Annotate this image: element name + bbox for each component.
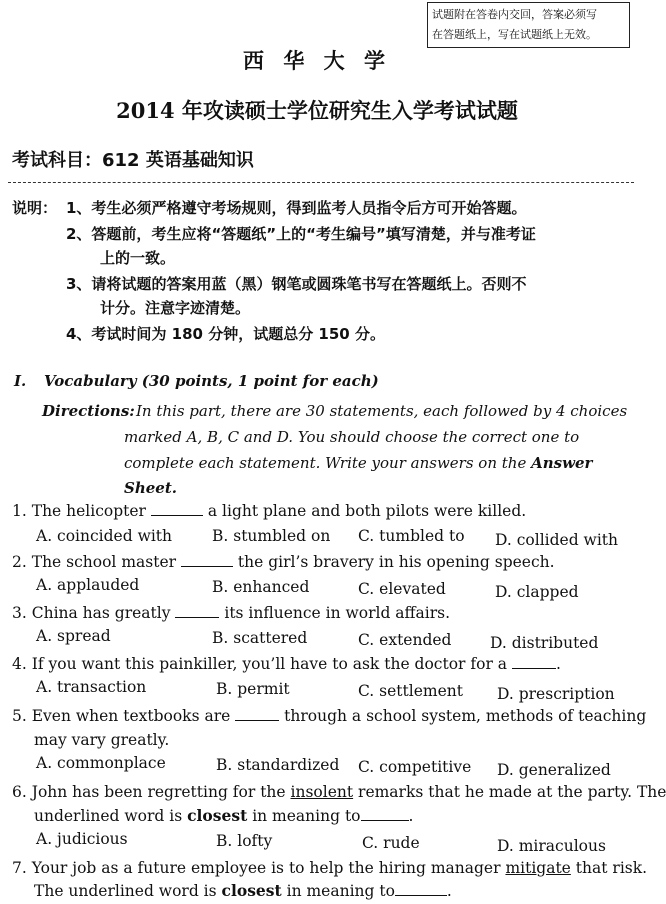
option-a: A. spread <box>36 627 111 645</box>
question-text: . <box>555 655 561 673</box>
option-c: C. settlement <box>358 682 463 700</box>
question-6 <box>12 781 666 803</box>
question-text: China has greatly <box>31 604 171 622</box>
directions-line-1: In this part, there are 30 statements, each followed by 4 choices <box>136 402 628 420</box>
section-heading <box>14 372 379 390</box>
instruction-item-4: 4、考试时间为 180 分钟，试题总分 150 分。 <box>66 325 385 343</box>
notice-line-1: 试题附在答卷内交回，答案必须写 <box>432 8 597 21</box>
instruction-item-3: 3、请将试题的答案用蓝（黑）钢笔或圆珠笔书写在答题纸上。否则不 <box>66 275 527 293</box>
question-text: in meaning to <box>286 882 395 900</box>
exam-title: 2014 年攻读硕士学位研究生入学考试试题 <box>116 98 518 123</box>
instruction-item-1: 1、考生必须严格遵守考场规则，得到监考人员指令后方可开始答题。 <box>66 199 527 217</box>
exam-subject: 考试科目：612 英语基础知识 <box>12 150 254 171</box>
option-c: C. tumbled to <box>358 527 465 545</box>
directions-line-3-text: complete each statement. Write your answers on the <box>124 454 527 472</box>
question-5 <box>12 705 646 727</box>
directions-line-2: marked A, B, C and D. You should choose the correct one to <box>124 428 580 446</box>
option-b: B. enhanced <box>212 578 310 596</box>
question-text: in meaning to <box>252 807 361 825</box>
question-number: 4. <box>12 655 27 673</box>
underlined-word: mitigate <box>505 859 571 877</box>
instruction-item-2: 2、答题前，考生应将“答题纸”上的“考生编号”填写清楚，并与准考证 <box>66 225 536 243</box>
section-title: Vocabulary (30 points, 1 point for each) <box>44 372 379 390</box>
section-number: I. <box>14 372 27 390</box>
answer-blank <box>151 501 203 516</box>
instructions-label: 说明： <box>12 199 58 217</box>
question-text: Your job as a future employee is to help the hiring manager <box>31 859 501 877</box>
option-c: C. rude <box>362 834 420 852</box>
instruction-item-3-cont: 计分。注意字迹清楚。 <box>100 299 251 317</box>
divider <box>8 182 634 183</box>
option-c: C. extended <box>358 631 452 649</box>
option-a: A. commonplace <box>36 754 166 772</box>
option-d: D. miraculous <box>497 837 606 855</box>
bold-word: closest <box>221 881 282 900</box>
question-text: that risk. <box>575 859 648 877</box>
question-6-line-2: underlined word is closest in meaning to . <box>34 806 414 825</box>
option-c: C. elevated <box>358 580 446 598</box>
question-text: The helicopter <box>31 502 146 520</box>
question-text: a light plane and both pilots were killed. <box>207 502 527 520</box>
answer-blank <box>395 881 447 896</box>
question-number: 2. <box>12 553 27 571</box>
question-1 <box>12 500 526 522</box>
question-text: through a school system, methods of teaching <box>284 707 647 725</box>
option-c: C. competitive <box>358 758 472 776</box>
option-a: A. transaction <box>36 678 147 696</box>
answer-sheet-label: Answer Sheet. <box>124 454 593 497</box>
question-number: 6. <box>12 783 27 801</box>
question-text: underlined word is <box>34 807 183 825</box>
option-b: B. permit <box>216 680 290 698</box>
question-text: John has been regretting for the <box>31 783 286 801</box>
question-text: remarks that he made at the party. The <box>358 783 666 801</box>
option-a: A. coincided with <box>36 527 173 545</box>
question-7-line-2: The underlined word is closest in meaning to . <box>34 881 452 900</box>
directions-label: Directions: <box>42 402 135 420</box>
underlined-word: insolent <box>290 783 354 801</box>
notice-box <box>427 2 630 48</box>
question-text: Even when textbooks are <box>31 707 231 725</box>
question-text: its influence in world affairs. <box>224 604 451 622</box>
answer-blank <box>175 603 219 618</box>
question-text: The underlined word is <box>34 882 217 900</box>
answer-blank <box>181 552 233 567</box>
directions-line-3 <box>124 451 634 501</box>
answer-blank <box>235 706 279 721</box>
question-number: 5. <box>12 707 27 725</box>
option-d: D. generalized <box>497 761 611 779</box>
option-d: D. prescription <box>497 685 615 703</box>
question-text: the girl’s bravery in his opening speech. <box>237 553 555 571</box>
university-name: 西 华 大 学 <box>243 48 391 73</box>
option-a: A. judicious <box>36 830 128 848</box>
option-b: B. standardized <box>216 756 340 774</box>
question-text: If you want this painkiller, you’ll have to ask the doctor for a <box>31 655 508 673</box>
option-d: D. distributed <box>490 634 599 652</box>
option-d: D. clapped <box>495 583 579 601</box>
option-a: A. applauded <box>36 576 140 594</box>
bold-word: closest <box>187 806 248 825</box>
question-number: 7. <box>12 859 27 877</box>
question-5-line-2: may vary greatly. <box>34 731 170 749</box>
question-number: 1. <box>12 502 27 520</box>
option-d: D. collided with <box>495 531 618 549</box>
question-2 <box>12 551 555 573</box>
question-number: 3. <box>12 604 27 622</box>
question-7 <box>12 857 647 879</box>
question-text: The school master <box>31 553 177 571</box>
answer-blank <box>512 654 556 669</box>
question-4 <box>12 653 561 675</box>
option-b: B. stumbled on <box>212 527 331 545</box>
answer-blank <box>361 806 409 821</box>
question-3 <box>12 602 450 624</box>
option-b: B. lofty <box>216 832 273 850</box>
notice-line-2: 在答题纸上，写在试题纸上无效。 <box>432 28 597 41</box>
option-b: B. scattered <box>212 629 308 647</box>
instruction-item-2-cont: 上的一致。 <box>100 249 176 267</box>
